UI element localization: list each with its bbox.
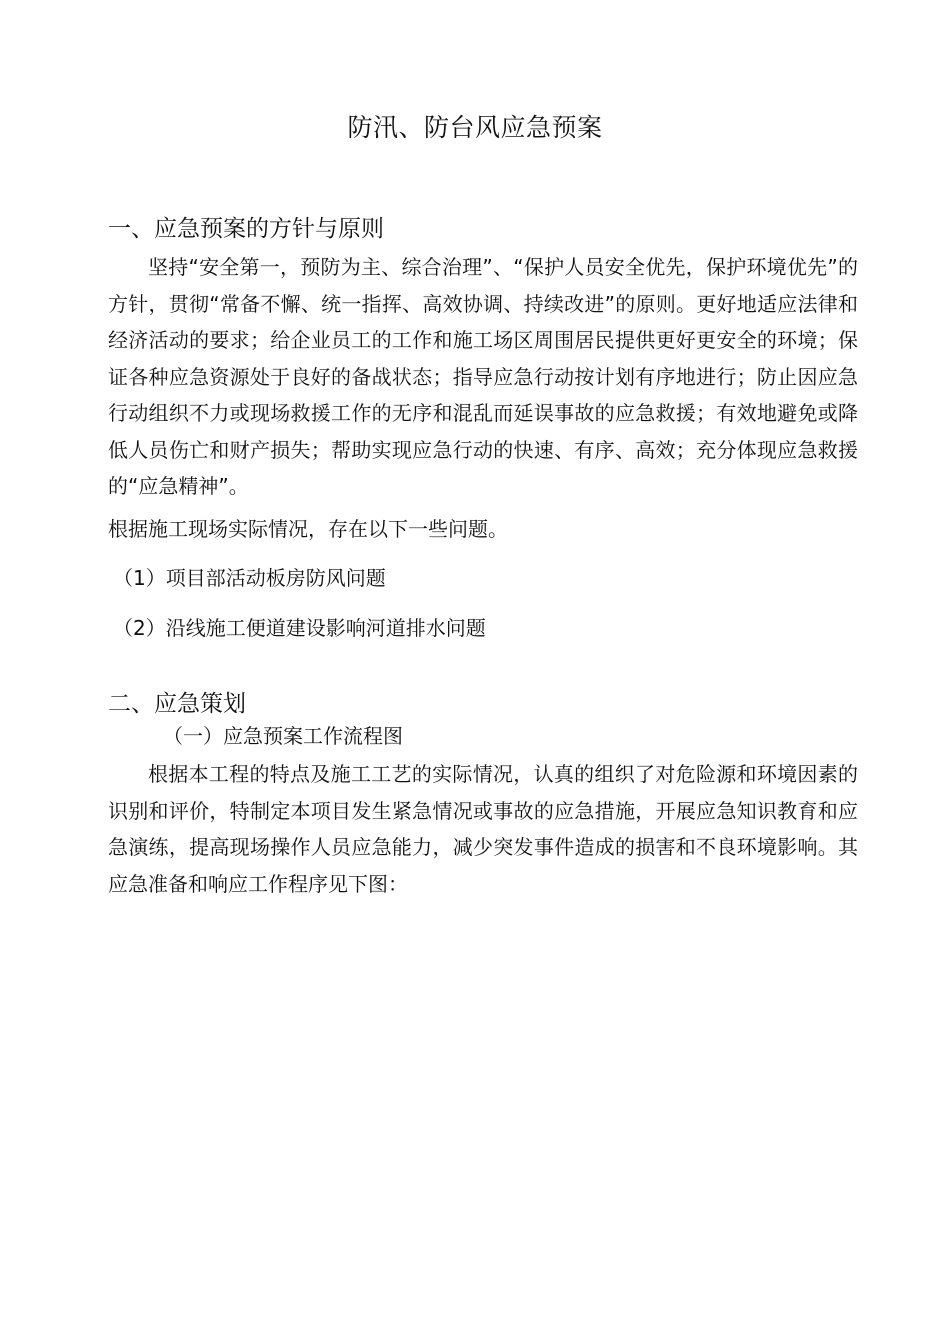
issues-intro-line: 根据施工现场实际情况，存在以下一些问题。 xyxy=(108,517,508,541)
document-title: 防汛、防台风应急预案 xyxy=(347,113,603,142)
section-heading-principles: 一、应急预案的方针与原则 xyxy=(108,216,384,242)
planning-paragraph: 根据本工程的特点及施工工艺的实际情况，认真的组织了对危险源和环境因素的识别和评价，特制定本项目发生紧急情况或事故的应急措施，开展应急知识教育和应急演练，提高现场操作人员应急能力，减少突发事件造成的损害和不良环境影响。其应急准备和响应工作程序见下图： xyxy=(108,762,858,896)
issue-item-2: （2）沿线施工便道建设影响河道排水问题 xyxy=(113,616,486,640)
section-heading-planning: 二、应急策划 xyxy=(108,691,246,717)
principles-paragraph: 坚持“安全第一，预防为主、综合治理”、“保护人员安全优先，保护环境优先”的方针，贯彻“常备不懈、统一指挥、高效协调、持续改进”的原则。更好地适应法律和经济活动的要求；给企业员工的工作和施工场区周围居民提供更好更安全的环境；保证各种应急资源处于良好的备战状态；指导应急行动按计划有序地进行；防止因应急行动组织不力或现场救援工作的无序和混乱而延误事故的应急救援；有效地避免或降低人员伤亡和财产损失；帮助实现应急行动的快速、有序、高效；充分体现应急救援的“应急精神”。 xyxy=(108,255,858,498)
issue-item-1: （1）项目部活动板房防风问题 xyxy=(113,566,386,590)
subsection-heading-flowchart: （一）应急预案工作流程图 xyxy=(163,724,403,748)
